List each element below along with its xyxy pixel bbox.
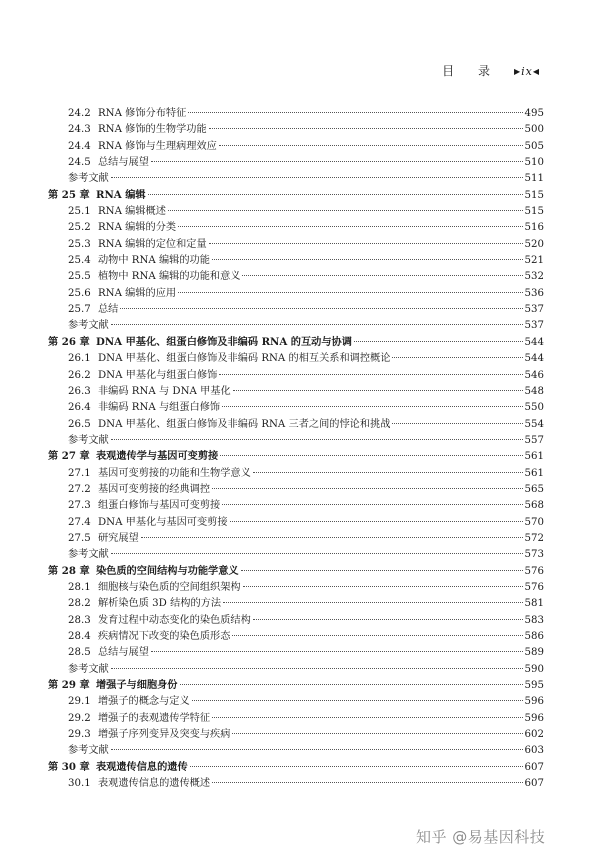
toc-entry-number: 第 30 章 [48, 760, 90, 773]
toc-entry-page: 495 [524, 108, 544, 119]
toc-entry-number: 25.4 [68, 255, 91, 267]
toc-entry-title: DNA 甲基化与组蛋白修饰 [98, 369, 218, 381]
dot-leader [178, 226, 522, 227]
toc-entry-page: 568 [524, 500, 544, 512]
toc-section-row[interactable] [48, 104, 544, 120]
toc-section-row[interactable] [48, 202, 544, 218]
table-of-contents [48, 104, 544, 790]
dot-leader [209, 128, 523, 129]
toc-entry-page: 583 [524, 614, 544, 626]
toc-entry-number: 24.5 [68, 157, 91, 169]
toc-section-row[interactable] [48, 137, 544, 153]
toc-entry-title: 总结与展望 [98, 157, 149, 169]
dot-leader [233, 390, 523, 391]
toc-entry-number: 25.2 [68, 222, 91, 234]
toc-section-row[interactable] [48, 235, 544, 251]
toc-section-row[interactable] [48, 578, 544, 594]
toc-section-row[interactable] [48, 398, 544, 414]
toc-section-row[interactable] [48, 267, 544, 283]
toc-entry-title: 总结 [98, 304, 119, 316]
arrow-left-icon: ◀ [532, 67, 540, 76]
dot-leader [190, 766, 523, 767]
toc-section-row[interactable] [48, 611, 544, 627]
toc-entry-page: 536 [524, 287, 544, 299]
toc-chapter-row[interactable] [48, 676, 544, 692]
dot-leader [148, 194, 523, 195]
toc-entry-number: 26.3 [68, 385, 91, 397]
dot-leader [111, 324, 523, 325]
dot-leader [243, 586, 523, 587]
toc-section-row[interactable] [48, 594, 544, 610]
dot-leader [232, 733, 522, 734]
dot-leader [151, 651, 523, 652]
toc-section-row[interactable] [48, 496, 544, 512]
dot-leader [111, 668, 523, 669]
toc-section-row[interactable] [48, 725, 544, 741]
toc-entry-page: 537 [524, 304, 544, 316]
toc-entry-page: 532 [524, 271, 544, 283]
toc-entry-number: 26.1 [68, 353, 91, 365]
dot-leader [212, 782, 522, 783]
toc-entry-title: 组蛋白修饰与基因可变剪接 [98, 500, 221, 512]
toc-entry-page: 595 [524, 680, 544, 692]
dot-leader [111, 553, 523, 554]
toc-references-row[interactable] [48, 741, 544, 757]
toc-entry-title: 解析染色质 3D 结构的方法 [98, 598, 222, 610]
dot-leader [219, 374, 522, 375]
dot-leader [120, 308, 522, 309]
toc-entry-title: RNA 编辑 [96, 188, 146, 201]
toc-entry-title: 细胞核与染色质的空间组织架构 [98, 581, 241, 593]
toc-section-row[interactable] [48, 415, 544, 431]
toc-entry-title: RNA 编辑概述 [98, 206, 166, 218]
toc-section-row[interactable] [48, 251, 544, 267]
toc-entry-title: 参考文献 [68, 173, 109, 185]
toc-chapter-row[interactable] [48, 758, 544, 774]
toc-section-row[interactable] [48, 480, 544, 496]
toc-chapter-row[interactable] [48, 186, 544, 202]
dot-leader [209, 243, 523, 244]
toc-entry-title: 表观遗传信息的遗传 [96, 760, 188, 773]
toc-entry-page: 550 [524, 402, 544, 414]
toc-references-row[interactable] [48, 431, 544, 447]
header-title: 目 录 [442, 64, 500, 78]
toc-entry-number: 30.1 [68, 778, 91, 790]
toc-section-row[interactable] [48, 774, 544, 790]
toc-entry-title: 基因可变剪接的功能和生物学意义 [98, 467, 251, 479]
toc-entry-page: 576 [524, 565, 544, 577]
toc-entry-page: 570 [524, 516, 544, 528]
dot-leader [168, 210, 523, 211]
dot-leader [212, 488, 522, 489]
toc-entry-title: RNA 编辑的分类 [98, 222, 177, 234]
toc-entry-page: 572 [524, 532, 544, 544]
toc-entry-page: 537 [524, 320, 544, 332]
toc-entry-number: 25.6 [68, 287, 91, 299]
dot-leader [111, 439, 523, 440]
toc-chapter-row[interactable] [48, 333, 544, 349]
toc-entry-title: 非编码 RNA 与组蛋白修饰 [98, 402, 221, 414]
toc-entry-number: 第 25 章 [48, 188, 90, 201]
toc-entry-number: 28.4 [68, 631, 91, 642]
toc-entry-page: 557 [524, 434, 544, 446]
toc-entry-number: 26.5 [68, 418, 91, 430]
toc-section-row[interactable] [48, 349, 544, 365]
toc-entry-title: 疾病情况下改变的染色质形态 [98, 631, 231, 642]
toc-entry-number: 25.7 [68, 304, 91, 316]
toc-entry-title: DNA 甲基化、组蛋白修饰及非编码 RNA 的相互关系和调控概论 [98, 353, 391, 365]
toc-section-row[interactable] [48, 627, 544, 643]
toc-section-row[interactable] [48, 692, 544, 708]
toc-entry-number: 27.5 [68, 532, 91, 544]
toc-entry-page: 554 [524, 418, 544, 430]
toc-entry-page: 596 [524, 696, 544, 708]
dot-leader [212, 259, 523, 260]
toc-entry-title: 增强子序列变异及突变与疾病 [98, 729, 231, 741]
toc-section-row[interactable] [48, 382, 544, 398]
dot-leader [230, 521, 523, 522]
toc-entry-number: 29.2 [68, 712, 91, 724]
toc-entry-page: 500 [524, 124, 544, 136]
toc-entry-page: 516 [524, 222, 544, 234]
dot-leader [151, 161, 523, 162]
toc-references-row[interactable] [48, 660, 544, 676]
dot-leader [192, 700, 523, 701]
toc-entry-page: 607 [524, 761, 544, 773]
dot-leader [392, 357, 522, 358]
dot-leader [392, 423, 522, 424]
dot-leader [141, 537, 523, 538]
dot-leader [220, 455, 522, 456]
toc-entry-page: 546 [524, 369, 544, 381]
toc-entry-title: 参考文献 [68, 320, 109, 332]
toc-entry-number: 第 29 章 [48, 679, 90, 692]
toc-entry-page: 573 [524, 549, 544, 561]
dot-leader [212, 717, 522, 718]
toc-entry-number: 第 27 章 [48, 450, 90, 463]
toc-entry-number: 27.4 [68, 516, 91, 528]
toc-entry-page: 544 [524, 336, 544, 348]
toc-entry-title: 研究展望 [98, 532, 139, 544]
toc-entry-page: 565 [524, 483, 544, 495]
toc-section-row[interactable] [48, 643, 544, 659]
toc-entry-number: 26.4 [68, 402, 91, 414]
toc-entry-title: RNA 编辑的定位和定量 [98, 238, 207, 250]
toc-entry-title: 总结与展望 [98, 647, 149, 659]
header-page-number: ix [521, 65, 533, 78]
dot-leader [111, 749, 523, 750]
toc-entry-number: 第 28 章 [48, 564, 90, 577]
toc-entry-page: 520 [524, 238, 544, 250]
toc-entry-page: 602 [524, 729, 544, 741]
toc-references-row[interactable] [48, 316, 544, 332]
toc-entry-page: 603 [524, 745, 544, 757]
toc-entry-page: 561 [524, 451, 544, 463]
toc-entry-page: 511 [524, 173, 544, 185]
toc-entry-number: 24.3 [68, 124, 91, 136]
toc-entry-number: 24.4 [68, 140, 91, 152]
toc-entry-number: 26.2 [68, 369, 91, 381]
toc-entry-page: 515 [524, 206, 544, 218]
toc-entry-number: 25.3 [68, 238, 91, 250]
toc-entry-title: 参考文献 [68, 745, 109, 757]
toc-entry-title: 增强子与细胞身份 [96, 679, 178, 692]
toc-entry-number: 第 26 章 [48, 335, 90, 348]
toc-entry-number: 28.2 [68, 598, 91, 610]
toc-section-row[interactable] [48, 513, 544, 529]
toc-entry-title: RNA 修饰分布特征 [98, 108, 187, 119]
toc-entry-title: 非编码 RNA 与 DNA 甲基化 [98, 385, 231, 397]
toc-entry-number: 28.5 [68, 647, 91, 659]
toc-entry-title: 表观遗传信息的遗传概述 [98, 778, 211, 790]
dot-leader [219, 145, 523, 146]
toc-entry-page: 590 [524, 663, 544, 675]
dot-leader [222, 406, 522, 407]
toc-entry-number: 24.2 [68, 108, 91, 119]
toc-entry-page: 596 [524, 712, 544, 724]
toc-entry-title: 基因可变剪接的经典调控 [98, 483, 211, 495]
toc-entry-title: 增强子的概念与定义 [98, 696, 190, 708]
dot-leader [354, 341, 523, 342]
dot-leader [111, 177, 523, 178]
dot-leader [253, 619, 523, 620]
toc-entry-number: 29.3 [68, 729, 91, 741]
toc-entry-title: 染色质的空间结构与功能学意义 [96, 564, 239, 577]
toc-section-row[interactable] [48, 300, 544, 316]
toc-entry-page: 505 [524, 140, 544, 152]
toc-entry-page: 581 [524, 598, 544, 610]
toc-entry-page: 515 [524, 189, 544, 201]
toc-entry-page: 544 [524, 353, 544, 365]
toc-entry-number: 27.1 [68, 467, 91, 479]
toc-section-row[interactable] [48, 153, 544, 169]
toc-entry-title: RNA 编辑的应用 [98, 287, 177, 299]
toc-entry-title: DNA 甲基化、组蛋白修饰及非编码 RNA 的互动与协调 [96, 335, 352, 348]
toc-entry-page: 607 [524, 778, 544, 790]
toc-entry-number: 25.5 [68, 271, 91, 283]
toc-entry-page: 561 [524, 467, 544, 479]
toc-entry-title: 增强子的表观遗传学特征 [98, 712, 211, 724]
arrow-right-icon: ▶ [513, 67, 522, 76]
toc-entry-title: 参考文献 [68, 434, 109, 446]
toc-section-row[interactable] [48, 284, 544, 300]
toc-entry-page: 548 [524, 385, 544, 397]
toc-entry-title: RNA 修饰与生理病理效应 [98, 140, 217, 152]
dot-leader [222, 504, 522, 505]
toc-entry-number: 27.3 [68, 500, 91, 512]
toc-entry-title: 植物中 RNA 编辑的功能和意义 [98, 271, 241, 283]
toc-entry-page: 510 [524, 157, 544, 169]
toc-entry-title: 参考文献 [68, 549, 109, 561]
toc-entry-title: 参考文献 [68, 663, 109, 675]
toc-section-row[interactable] [48, 120, 544, 136]
toc-entry-number: 28.1 [68, 581, 91, 593]
dot-leader [223, 602, 523, 603]
page-header [0, 62, 540, 79]
toc-entry-page: 521 [524, 255, 544, 267]
dot-leader [232, 635, 522, 636]
watermark: 知乎 @易基因科技 [416, 828, 546, 846]
dot-leader [180, 684, 523, 685]
toc-entry-number: 25.1 [68, 206, 91, 218]
toc-section-row[interactable] [48, 464, 544, 480]
toc-entry-title: DNA 甲基化与基因可变剪接 [98, 516, 228, 528]
dot-leader [242, 275, 522, 276]
toc-references-row[interactable] [48, 169, 544, 185]
toc-entry-number: 28.3 [68, 614, 91, 626]
toc-entry-title: 表观遗传学与基因可变剪接 [96, 450, 219, 463]
dot-leader [241, 570, 523, 571]
toc-section-row[interactable] [48, 529, 544, 545]
dot-leader [188, 112, 522, 113]
toc-entry-title: 动物中 RNA 编辑的功能 [98, 255, 210, 267]
toc-section-row[interactable] [48, 218, 544, 234]
toc-chapter-row[interactable] [48, 562, 544, 578]
toc-entry-page: 589 [524, 647, 544, 659]
toc-entry-page: 586 [524, 631, 544, 642]
toc-entry-number: 29.1 [68, 696, 91, 708]
dot-leader [178, 292, 522, 293]
toc-chapter-row[interactable] [48, 447, 544, 463]
toc-entry-page: 576 [524, 581, 544, 593]
toc-entry-title: DNA 甲基化、组蛋白修饰及非编码 RNA 三者之间的悖论和挑战 [98, 418, 391, 430]
toc-entry-number: 27.2 [68, 483, 91, 495]
toc-entry-title: RNA 修饰的生物学功能 [98, 124, 207, 136]
toc-section-row[interactable] [48, 709, 544, 725]
toc-entry-title: 发育过程中动态变化的染色质结构 [98, 614, 251, 626]
dot-leader [253, 472, 523, 473]
toc-section-row[interactable] [48, 366, 544, 382]
toc-references-row[interactable] [48, 545, 544, 561]
